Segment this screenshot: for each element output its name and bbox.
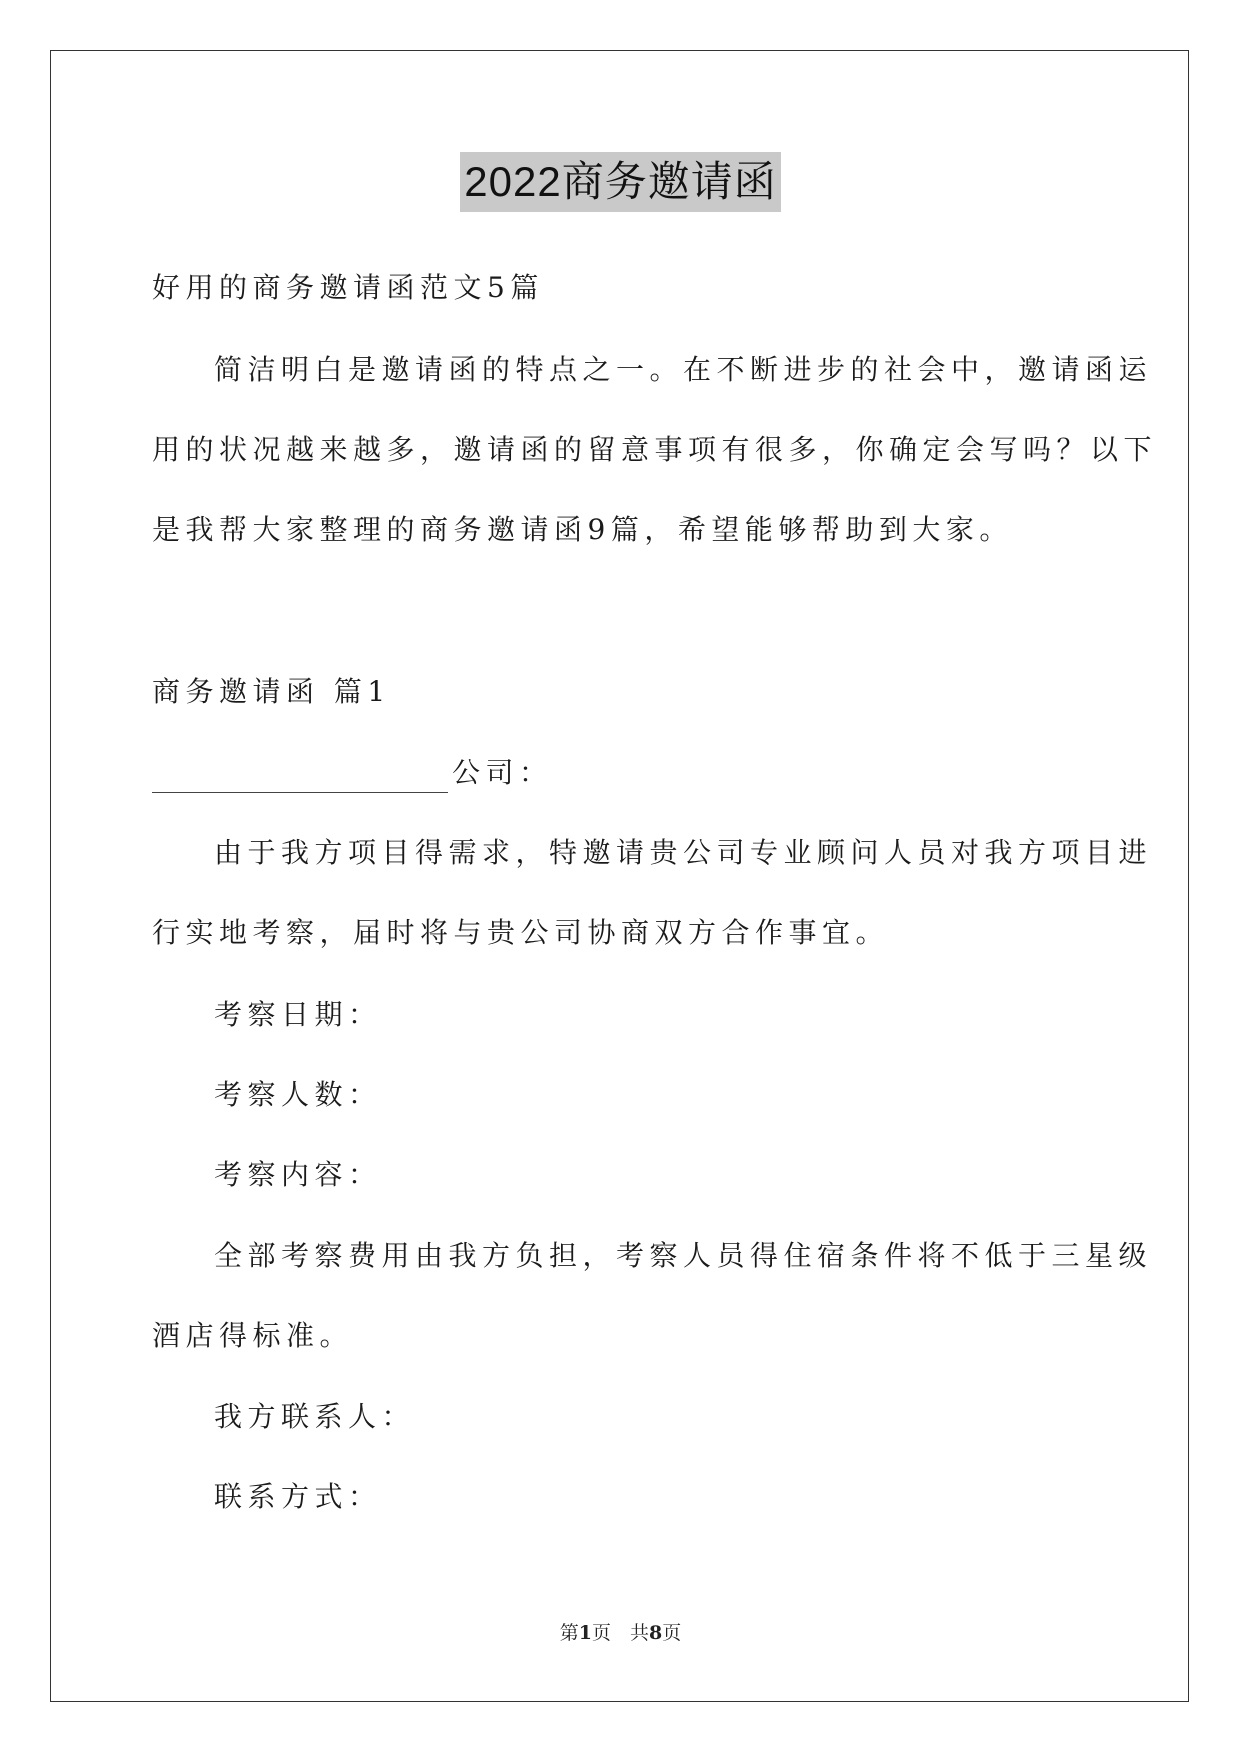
body-line: 行实地考察，届时将与贵公司协商双方合作事宜。 <box>152 916 890 949</box>
salutation-line <box>152 753 553 793</box>
document-title: 2022商务邀请函 <box>460 152 780 212</box>
body-line: 由于我方项目得需求，特邀请贵公司专业顾问人员对我方项目进 <box>214 836 1153 869</box>
salutation-suffix: 公司： <box>452 756 553 789</box>
document-subtitle: 好用的商务邀请函范文5篇 <box>152 271 544 304</box>
current-page-number: 1 <box>578 1622 592 1644</box>
page-footer <box>0 1619 1241 1647</box>
intro-paragraph-line: 简洁明白是邀请函的特点之一。在不断进步的社会中，邀请函运 <box>214 353 1153 386</box>
inspection-content-label: 考察内容： <box>214 1158 382 1191</box>
body-line: 全部考察费用由我方负担，考察人员得住宿条件将不低于三星级 <box>214 1239 1153 1272</box>
inspection-date-label: 考察日期： <box>214 998 382 1031</box>
title-container <box>0 152 1241 212</box>
total-page-count: 8 <box>649 1622 663 1644</box>
page-prefix: 第 <box>559 1622 579 1644</box>
intro-paragraph-line: 是我帮大家整理的商务邀请函9篇，希望能够帮助到大家。 <box>152 513 1013 546</box>
body-line: 酒店得标准。 <box>152 1319 354 1352</box>
inspection-headcount-label: 考察人数： <box>214 1078 382 1111</box>
intro-paragraph-line: 用的状况越来越多，邀请函的留意事项有很多，你确定会写吗？以下 <box>152 433 1158 466</box>
company-name-blank <box>152 762 448 793</box>
page-suffix: 页 <box>662 1622 682 1644</box>
contact-method-label: 联系方式： <box>214 1480 382 1513</box>
section-heading: 商务邀请函 篇1 <box>152 675 391 708</box>
contact-person-label: 我方联系人： <box>214 1400 416 1433</box>
page-mid: 页 共 <box>591 1622 649 1644</box>
